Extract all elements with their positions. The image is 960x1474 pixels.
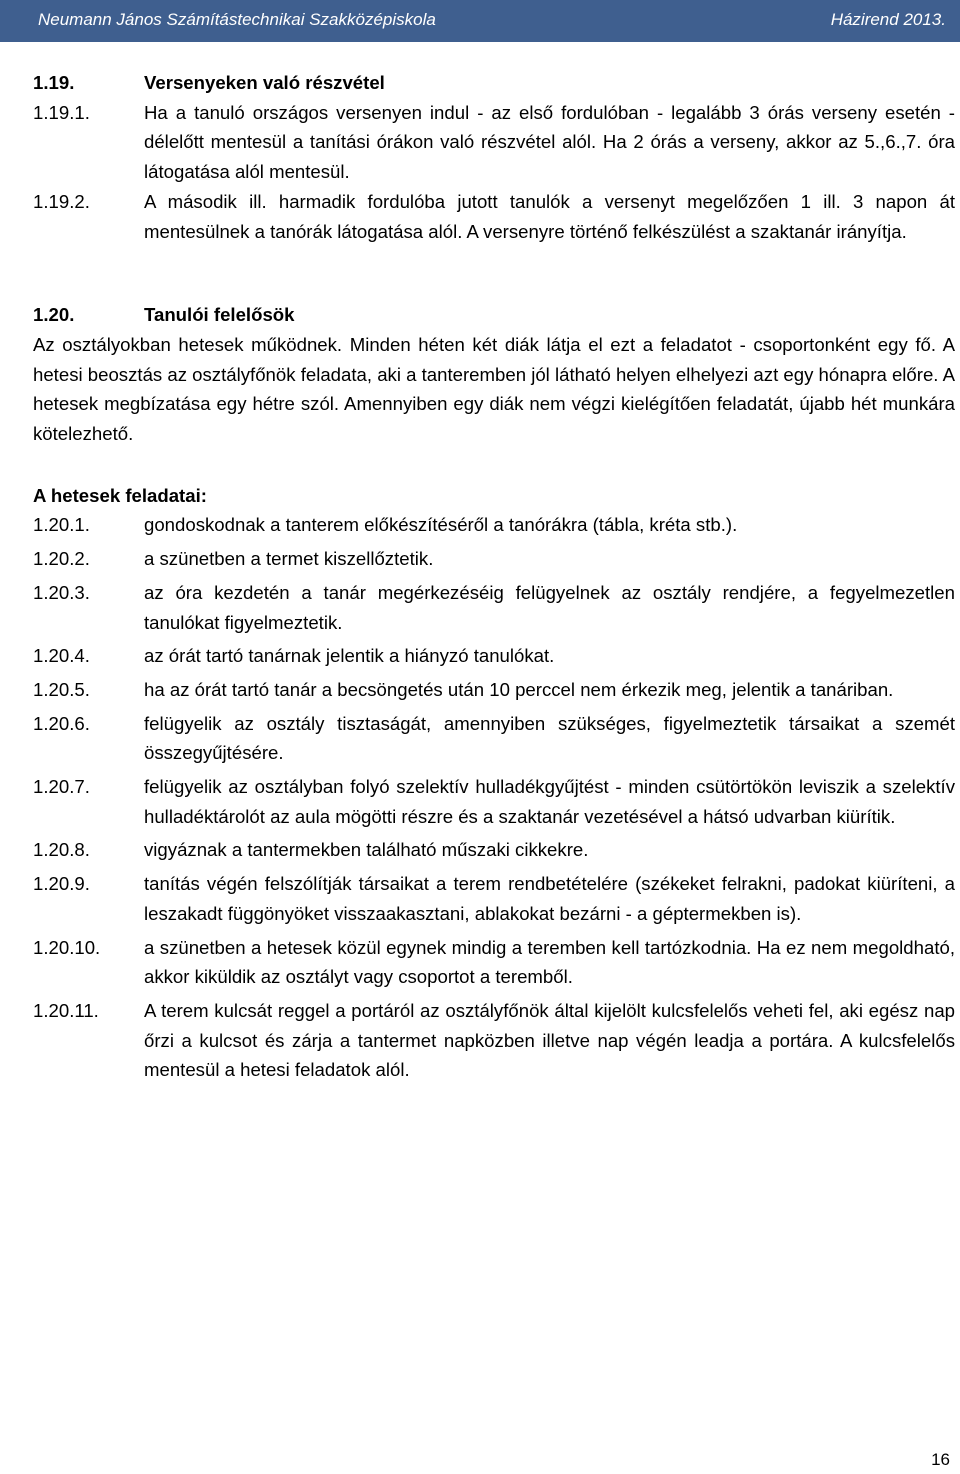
document-body xyxy=(33,68,955,1085)
list-item xyxy=(33,772,955,831)
list-item xyxy=(33,996,955,1085)
item-text: a szünetben a termet kiszellőztetik. xyxy=(144,548,434,570)
item-number: 1.20.9. xyxy=(33,873,90,895)
item-number: 1.20.3. xyxy=(33,581,90,603)
item-number: 1.19.2. xyxy=(33,190,90,212)
item-text: felügyelik az osztály tisztaságát, amennyiben szükséges, figyelmeztetik társaikat a szemét összegyűjtésére. xyxy=(144,712,955,764)
list-item xyxy=(33,578,955,637)
item-number: 1.20.6. xyxy=(33,712,90,734)
list-item xyxy=(33,675,955,705)
header-document-title: Házirend 2013. xyxy=(830,10,946,29)
item-text: A második ill. harmadik fordulóba jutott tanulók a versenyt megelőzően 1 ill. 3 napon át mentesülnek a tanórák látogatása alól. A versenyre történő felkészülést a szaktanár irányítja. xyxy=(144,190,955,242)
item-number: 1.20.4. xyxy=(33,645,90,667)
section-title: Versenyeken való részvétel xyxy=(144,72,385,93)
list-item xyxy=(33,869,955,928)
item-number: 1.20.8. xyxy=(33,839,90,861)
section-number: 1.20. xyxy=(33,304,75,326)
item-text: vigyáznak a tantermekben található műszaki cikkekre. xyxy=(144,839,589,861)
section-heading-1-20 xyxy=(33,300,955,330)
list-item xyxy=(33,187,955,246)
item-number: 1.20.1. xyxy=(33,514,90,536)
item-text: az óra kezdetén a tanár megérkezéséig felügyelnek az osztály rendjére, a fegyelmezetlen tanulókat figyelmeztetik. xyxy=(144,581,955,633)
item-number: 1.20.5. xyxy=(33,678,90,700)
item-text: tanítás végén felszólítják társaikat a terem rendbetételére (székeket felrakni, padokat kiüríteni, a leszakadt függönyöket visszaakasztani, ablakokat bezárni - a géptermekben is). xyxy=(144,873,955,924)
item-number: 1.19.1. xyxy=(33,101,90,123)
list-item xyxy=(33,510,955,540)
header-school-name: Neumann János Számítástechnikai Szakközépiskola xyxy=(38,10,436,29)
item-text: az órát tartó tanárnak jelentik a hiányzó tanulókat. xyxy=(144,645,555,667)
list-item xyxy=(33,835,955,865)
page-number: 16 xyxy=(931,1450,950,1469)
section-intro-paragraph: Az osztályokban hetesek működnek. Minden héten két diák látja el ezt a feladatot - csoportonként egy fő. A hetesi beosztás az osztályfőnök feladata, aki a tanteremben jól látható helyen elhelyezi azt egy hónapra előre. A hetesek megbízatása egy hétre szól. Amennyiben egy diák nem végzi kielégítően feladatát, újabb hét munkára kötelezhető. xyxy=(33,333,956,445)
item-number: 1.20.7. xyxy=(33,776,90,798)
section-number: 1.19. xyxy=(33,72,75,93)
item-number: 1.20.10. xyxy=(33,936,101,958)
item-text: A terem kulcsát reggel a portáról az osztályfőnök által kijelölt kulcsfelelős veheti fel, aki egész nap őrzi a kulcsot és zárja a tantermet napközben illetve nap végén leadja a portára. A kulcsfelelős mentesül a hetesi feladatok alól. xyxy=(144,999,955,1081)
item-text: gondoskodnak a tanterem előkészítéséről a tanórákra (tábla, kréta stb.). xyxy=(144,514,738,536)
list-item xyxy=(33,709,955,768)
list-item xyxy=(33,641,955,671)
section-title: Tanulói felelősök xyxy=(144,304,295,326)
page-header xyxy=(0,0,960,42)
item-text: Ha a tanuló országos versenyen indul - az első fordulóban - legalább 3 órás verseny esetén - délelőtt mentesül a tanítási órákon való részvétel alól. Ha 2 órás a verseny, akkor az 5.,6.,7. óra látogatása alól mentesül. xyxy=(144,101,955,183)
list-item xyxy=(33,933,955,992)
item-number: 1.20.11. xyxy=(33,999,99,1021)
list-item xyxy=(33,98,955,187)
item-text: felügyelik az osztályban folyó szelektív hulladékgyűjtést - minden csütörtökön leviszik a szelektív hulladéktárolót az aula mögötti részre és a szaktanár vezetésével a hátsó udvarban kiürítik. xyxy=(144,776,955,827)
section-heading-1-19 xyxy=(33,68,955,98)
list-item xyxy=(33,544,955,574)
item-text: a szünetben a hetesek közül egynek mindig a teremben kell tartózkodnia. Ha ez nem megoldható, akkor kiküldik az osztályt vagy csoportot a teremből. xyxy=(144,936,955,988)
subheading-weekly-duties: A hetesek feladatai: xyxy=(33,484,207,506)
item-number: 1.20.2. xyxy=(33,548,90,570)
item-text: ha az órát tartó tanár a becsöngetés után 10 perccel nem érkezik meg, jelentik a tanáriban. xyxy=(144,678,894,700)
